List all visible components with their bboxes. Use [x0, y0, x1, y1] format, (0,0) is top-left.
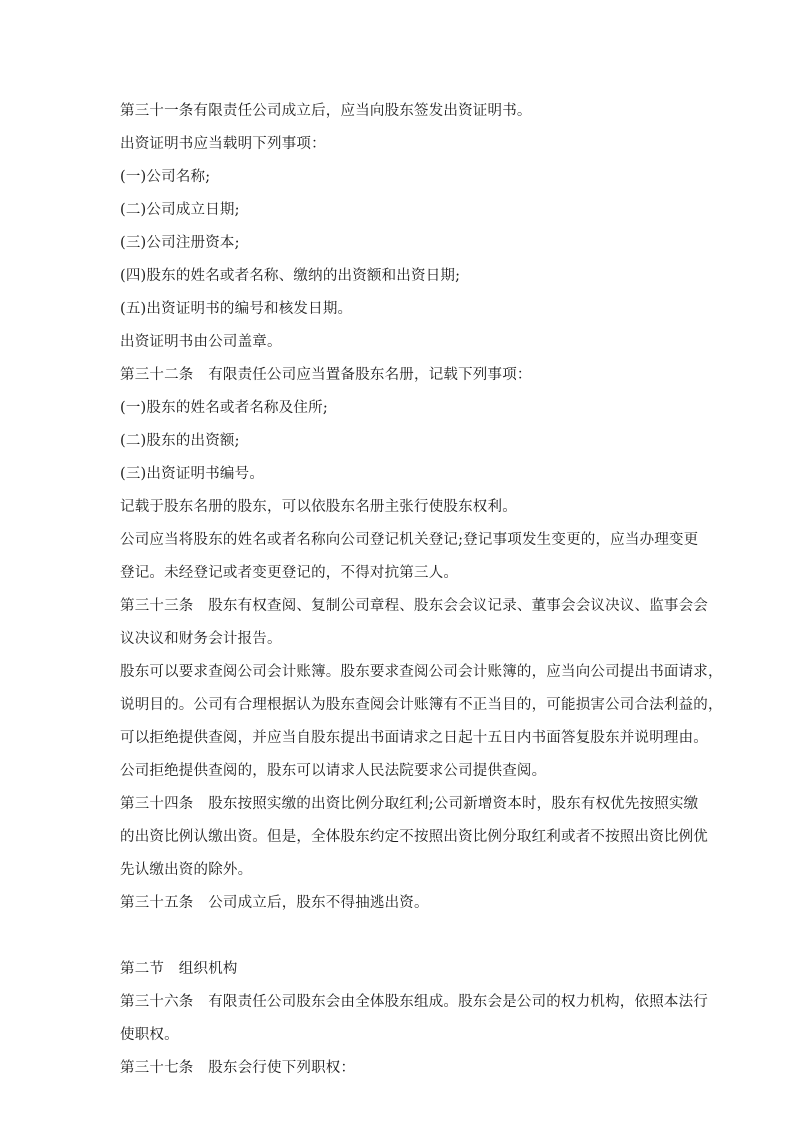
list-item: (二)公司成立日期; [120, 202, 240, 218]
list-item: (三)出资证明书编号。 [120, 466, 265, 482]
article-34-text: 第三十四条 股东按照实缴的出资比例分取红利;公司新增资本时，股东有权优先按照实缴 [120, 796, 699, 812]
list-item: (一)股东的姓名或者名称及住所; [120, 400, 328, 416]
article-31-text: 第三十一条有限责任公司成立后，应当向股东签发出资证明书。 [120, 103, 532, 119]
text-line: 先认缴出资的除外。 [120, 862, 253, 878]
section-heading: 第二节 组织机构 [120, 961, 238, 977]
article-37-text: 第三十七条 股东会行使下列职权： [120, 1060, 356, 1076]
text-line: 公司应当将股东的姓名或者名称向公司登记机关登记;登记事项发生变更的，应当办理变更 [120, 532, 699, 548]
text-line: 可以拒绝提供查阅，并应当自股东提出书面请求之日起十五日内书面答复股东并说明理由。 [120, 730, 708, 746]
text-line: 出资证明书应当载明下列事项： [120, 136, 326, 152]
text-line: 股东可以要求查阅公司会计账簿。股东要求查阅公司会计账簿的，应当向公司提出书面请求， [120, 664, 723, 680]
text-line: 登记。未经登记或者变更登记的，不得对抗第三人。 [120, 565, 459, 581]
list-item: (五)出资证明书的编号和核发日期。 [120, 301, 353, 317]
list-item: (四)股东的姓名或者名称、缴纳的出资额和出资日期; [120, 268, 461, 284]
text-line: 出资证明书由公司盖章。 [120, 334, 282, 350]
article-33-text: 第三十三条 股东有权查阅、复制公司章程、股东会会议记录、董事会会议决议、监事会会 [120, 598, 708, 614]
list-item: (三)公司注册资本; [120, 235, 240, 251]
text-line: 公司拒绝提供查阅的，股东可以请求人民法院要求公司提供查阅。 [120, 763, 547, 779]
list-item: (一)公司名称; [120, 169, 211, 185]
article-32-text: 第三十二条 有限责任公司应当置备股东名册，记载下列事项： [120, 367, 532, 383]
text-line: 的出资比例认缴出资。但是，全体股东约定不按照出资比例分取红利或者不按照出资比例优 [120, 829, 708, 845]
list-item: (二)股东的出资额; [120, 433, 240, 449]
text-line: 使职权。 [120, 1027, 179, 1043]
article-35-text: 第三十五条 公司成立后，股东不得抽逃出资。 [120, 895, 429, 911]
text-line: 说明目的。公司有合理根据认为股东查阅会计账簿有不正当目的，可能损害公司合法利益的， [120, 697, 723, 713]
article-36-text: 第三十六条 有限责任公司股东会由全体股东组成。股东会是公司的权力机构，依照本法行 [120, 994, 708, 1010]
text-line: 记载于股东名册的股东，可以依股东名册主张行使股东权利。 [120, 499, 517, 515]
text-line: 议决议和财务会计报告。 [120, 631, 282, 647]
